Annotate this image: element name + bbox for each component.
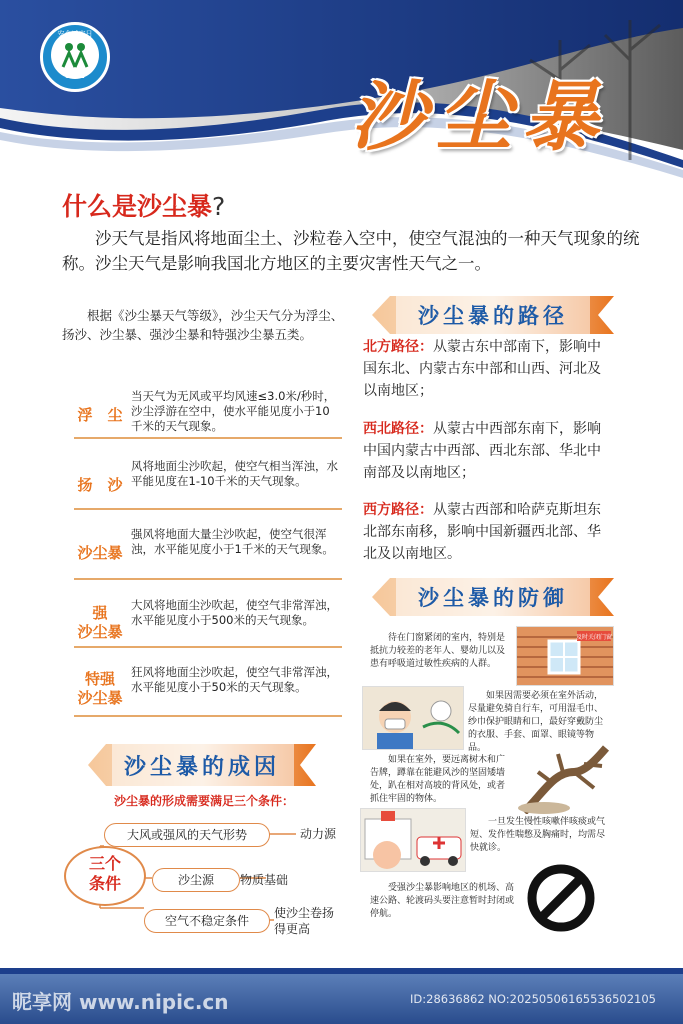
divider [74, 508, 342, 510]
defense-item: 如果在室外，要远离树木和广告牌，蹲靠在能避风沙的坚固矮墙处，趴在相对高坡的背风处，或者抓住牢固的物体。 [370, 755, 506, 804]
route-west [363, 499, 613, 565]
category-name: 强 沙尘暴 [77, 604, 123, 641]
what-is-heading-text: 什么是沙尘暴 [62, 192, 213, 221]
causes-title: 沙尘暴的成因 [123, 755, 280, 780]
category-name: 沙尘暴 [77, 544, 123, 562]
sign-text: 及时关闭门窗 [575, 634, 613, 641]
category-desc: 狂风将地面尘沙吹起，使空气非常浑浊，水平能见度小于50米的天气现象。 [131, 665, 338, 694]
hospital-illustration [360, 808, 466, 872]
category-desc: 当天气为无风或平均风速≤3.0米/秒时，沙尘浮游在空中，使水平能见度小于10千米的天气现象。 [131, 389, 336, 433]
logo-people-icon [59, 41, 91, 69]
logo-bottom-text: 5·12 [65, 71, 85, 80]
what-is-heading [62, 187, 225, 223]
route-desc: 从蒙古中西部东南下，影响中国内蒙古中西部、西北东部、华北中南部及以南地区； [363, 421, 601, 481]
divider [74, 715, 342, 717]
defense-title: 沙尘暴的防御 [418, 586, 568, 610]
route-name: 西方路径： [363, 502, 433, 518]
route-name: 西北路径： [363, 421, 433, 437]
closed-window-illustration [516, 626, 614, 686]
category-name: 浮 尘 [77, 406, 123, 424]
category-name: 特强 沙尘暴 [77, 670, 123, 707]
divider [74, 578, 342, 580]
condition-box: 空气不稳定条件 [144, 909, 270, 933]
category-name: 扬 沙 [77, 476, 123, 494]
what-is-qmark: ? [212, 192, 226, 221]
category-desc: 强风将地面大量尘沙吹起，使空气很浑浊，水平能见度小于1千米的天气现象。 [131, 527, 334, 556]
defense-item: 待在门窗紧闭的室内，特别是抵抗力较差的老年人、婴幼儿以及患有呼吸道过敏性疾病的人群。 [370, 633, 506, 669]
tree-illustration [514, 742, 612, 814]
watermark-left: 昵享网 www.nipic.cn [12, 990, 229, 1014]
route-desc: 从蒙古西部和哈萨克斯坦东北部东南移，影响中国新疆西北部、华北及以南地区。 [363, 502, 601, 562]
causes-subtitle: 沙尘暴的形成需要满足三个条件： [114, 794, 295, 808]
defense-item: 如果因需要必须在室外活动，尽量避免骑自行车，可用湿毛巾、纱巾保护眼睛和口，最好穿戴防尘的衣服、手套、面罩、眼镜等物品。 [468, 691, 604, 753]
divider [74, 437, 342, 439]
page-title: 沙尘暴 [350, 72, 608, 161]
category-desc: 风将地面尘沙吹起，使空气相当浑浊，水平能见度在1-10千米的天气现象。 [131, 459, 338, 488]
prohibition-icon [525, 862, 597, 934]
logo [40, 22, 110, 92]
condition-box: 沙尘源 [152, 868, 240, 892]
route-northwest [363, 418, 613, 484]
mask-person-illustration [362, 686, 464, 750]
category-desc: 大风将地面尘沙吹起，使空气非常浑浊，水平能见度小于500米的天气现象。 [131, 598, 338, 627]
three-conditions-badge: 三个 条件 [64, 846, 146, 906]
routes-title: 沙尘暴的路径 [418, 304, 568, 328]
logo-top-text: 安全减灾日 [57, 30, 93, 38]
watermark-right: ID:28636862 NO:20250506165536502105 [410, 992, 656, 1006]
condition-role: 动力源 [300, 827, 337, 841]
condition-box: 大风或强风的天气形势 [104, 823, 270, 847]
classification-intro: 根据《沙尘暴天气等级》，沙尘天气分为浮尘、扬沙、沙尘暴、强沙尘暴和特强沙尘暴五类。 [62, 308, 344, 342]
divider [74, 646, 342, 648]
route-north [363, 336, 613, 402]
condition-role: 使沙尘卷扬 得更高 [274, 906, 335, 936]
defense-item: 受强沙尘暴影响地区的机场、高速公路、轮渡码头要注意暂时封闭或停航。 [370, 883, 515, 919]
condition-role: 物质基础 [240, 873, 289, 887]
route-name: 北方路径： [363, 339, 433, 355]
what-is-paragraph: 沙天气是指风将地面尘土、沙粒卷入空中，使空气混浊的一种天气现象的统称。沙尘天气是影响我国北方地区的主要灾害性天气之一。 [62, 229, 640, 273]
defense-item: 一旦发生慢性咳嗽伴咳痰或气短、发作性喘憋及胸痛时，均需尽快就诊。 [470, 817, 606, 853]
route-desc: 从蒙古东中部南下，影响中国东北、内蒙古东中部和山西、河北及以南地区； [363, 339, 601, 399]
